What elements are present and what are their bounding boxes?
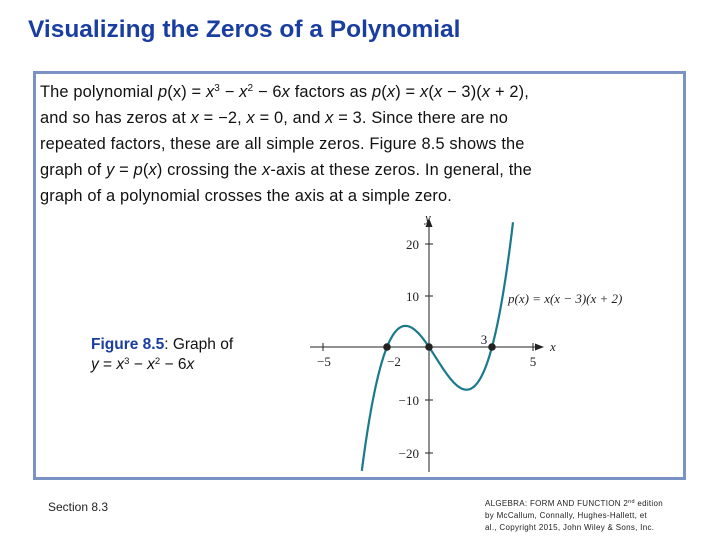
x-tick-label-5: 5 xyxy=(529,354,537,369)
x-tick-label-neg2: −2 xyxy=(387,354,401,369)
y-tick-label-neg10: −10 xyxy=(398,393,419,408)
paragraph-line-3: repeated factors, these are all simple zeros. Figure 8.5 shows the xyxy=(40,135,525,153)
curve-formula-label: p(x) = x(x − 3)(x + 2) xyxy=(508,291,623,306)
citation-line-2: by McCallum, Connally, Hughes-Hallett, et xyxy=(485,511,647,520)
zero-point xyxy=(488,343,496,351)
paragraph-line-5: graph of a polynomial crosses the axis at a simple zero. xyxy=(40,187,452,205)
y-tick-label-neg20: −20 xyxy=(398,446,419,461)
polynomial-graph xyxy=(300,210,660,475)
citation-line-1: ALGEBRA: FORM AND FUNCTION 2nd edition xyxy=(485,499,664,508)
book-citation xyxy=(485,498,695,534)
x-axis-label: x xyxy=(550,339,556,354)
body-paragraph xyxy=(40,79,680,209)
caption-line-2: $y = x^3 - x^2 - 6x$ xyxy=(91,356,195,373)
paragraph-line-1: The polynomial $p(x) = x^3 - x^2 - 6x$ factors as p(x) = x(x − 3)(x + 2), xyxy=(40,83,529,101)
x-axis-arrow xyxy=(535,344,544,351)
figure-label: Figure 8.5 xyxy=(91,336,165,353)
figure-caption xyxy=(91,335,233,375)
x-tick-label-3: 3 xyxy=(480,332,488,347)
zero-point xyxy=(383,343,391,351)
y-tick-label-10: 10 xyxy=(406,289,419,304)
caption-line-1: Figure 8.5: Graph of xyxy=(91,336,234,353)
section-label: Section 8.3 xyxy=(48,500,109,514)
y-axis-label: y xyxy=(425,210,431,225)
y-tick-label-20: 20 xyxy=(406,237,419,252)
x-tick-label-neg5: −5 xyxy=(317,354,331,369)
zero-point xyxy=(425,343,433,351)
paragraph-line-4: graph of y = p(x) crossing the x-axis at these zeros. In general, the xyxy=(40,161,532,179)
paragraph-line-2: and so has zeros at x = −2, x = 0, and x = 3. Since there are no xyxy=(40,109,508,127)
slide-title: Visualizing the Zeros of a Polynomial xyxy=(28,16,461,43)
citation-line-3: al., Copyright 2015, John Wiley & Sons, Inc. xyxy=(485,523,655,532)
